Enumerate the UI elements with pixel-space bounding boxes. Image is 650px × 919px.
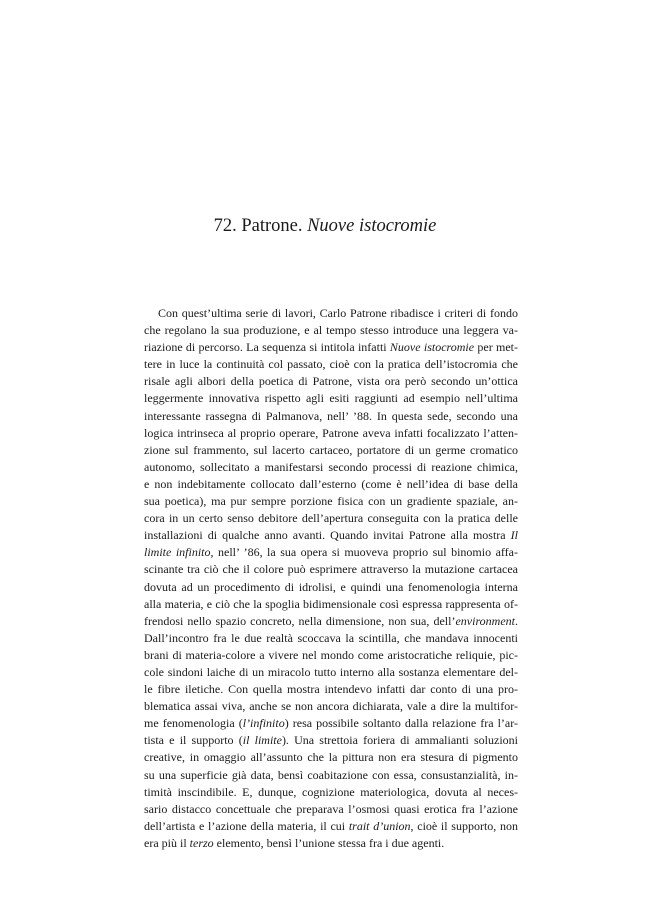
text-segment: , nell’ ’86, la sua opera si muoveva proprio sul binomio affa-	[210, 545, 519, 560]
text-line	[144, 493, 518, 510]
italic-text: environment	[455, 613, 515, 628]
text-segment: riazione di percorso. La sequenza si intitola infatti	[144, 340, 390, 355]
text-segment: sua poetica), ma pur sempre porzione fisica con un gradiente spaziale, an-	[144, 494, 518, 509]
text-line	[144, 767, 518, 784]
body-paragraph	[144, 305, 518, 852]
text-segment: installazioni di qualche anno avanti. Quando invitai Patrone alla mostra	[144, 528, 511, 543]
text-segment: su una superficie già data, bensì coabitazione con essa, consustanzialità, in-	[144, 767, 518, 782]
text-segment: , cioè il supporto, non	[410, 818, 519, 833]
text-segment: frendosi nello spazio concreto, nella dimensione, non sua, dell’	[144, 613, 456, 628]
text-line	[144, 630, 518, 647]
chapter-number: 72.	[213, 216, 237, 236]
text-segment: era più il	[144, 835, 190, 850]
text-segment: sario distacco concettuale che preparava l’osmosi quasi erotica fra l’azione	[144, 801, 518, 816]
text-segment: per met-	[474, 340, 518, 355]
text-segment: ) resa possibile soltanto dalla relazione fra l’ar-	[284, 716, 518, 731]
text-line	[144, 596, 518, 613]
text-segment: Con quest’ultima serie di lavori, Carlo Patrone ribadisce i criteri di fondo	[158, 306, 518, 320]
text-line	[144, 835, 518, 852]
text-line	[144, 681, 518, 698]
chapter-title	[0, 214, 650, 238]
text-line	[144, 801, 518, 818]
text-segment: leggermente innovativa rispetto agli esiti raggiunti ad esempio nell’ultima	[144, 391, 518, 406]
text-line	[144, 442, 518, 459]
text-segment: zione sul frammento, sul lacerto cartaceo, portatore di un germe cromatico	[144, 442, 518, 457]
text-segment: creative, in omaggio all’assunto che la pittura non era stesura di pigmento	[144, 750, 518, 765]
text-line	[144, 579, 518, 596]
italic-text: trait d’union	[348, 818, 411, 833]
text-line	[144, 373, 518, 390]
text-line	[144, 305, 518, 322]
text-segment: me fenomenologia (	[144, 716, 243, 731]
text-segment: alla materia, e ciò che la spoglia bidimensionale così espressa rappresenta of-	[144, 596, 518, 611]
text-segment: elemento, bensì l’unione stessa fra i due agenti.	[213, 835, 445, 850]
text-segment: risale agli albori della poetica di Patrone, vista ora però secondo un’ottica	[144, 374, 518, 389]
text-segment: Dall’incontro fra le due realtà scoccava la scintilla, che mandava innocenti	[144, 630, 518, 645]
text-line	[144, 561, 518, 578]
text-line	[144, 408, 518, 425]
text-segment: interessante rassegna di Palmanova, nell’ ’88. In questa sede, secondo una	[144, 408, 518, 423]
text-segment: ). Una strettoia foriera di ammalianti soluzioni	[281, 733, 518, 748]
text-line	[144, 613, 518, 630]
text-line	[144, 476, 518, 493]
text-line	[144, 459, 518, 476]
text-segment: tista e il supporto (	[144, 733, 243, 748]
text-segment: .	[515, 613, 518, 628]
text-line	[144, 664, 518, 681]
text-line	[144, 339, 518, 356]
text-segment: le fibre iletiche. Con quella mostra intendevo infatti dar conto di una pro-	[144, 682, 518, 697]
chapter-title-plain: Patrone.	[241, 216, 303, 236]
text-segment: dell’artista e l’azione della materia, il cui	[144, 818, 349, 833]
text-segment: timità inscindibile. E, dunque, cognizione materiologica, dovuta al neces-	[144, 784, 518, 799]
text-line	[144, 356, 518, 373]
text-segment: blematica assai viva, anche se non ancora dichiarata, vale a dire la multifor-	[144, 699, 518, 714]
text-line	[144, 322, 518, 339]
italic-text: terzo	[189, 835, 214, 850]
text-segment: tere in luce la continuità col passato, cioè con la pratica dell’istocromia che	[144, 357, 518, 372]
text-line	[144, 390, 518, 407]
italic-text: limite infinito	[144, 545, 211, 560]
italic-text: Il	[510, 528, 518, 543]
italic-text: l’infinito	[242, 716, 285, 731]
chapter-title-italic: Nuove istocromie	[307, 216, 437, 236]
text-line	[144, 425, 518, 442]
text-line	[144, 647, 518, 664]
text-line	[144, 510, 518, 527]
text-segment: e non indebitamente collocato dall’esterno (come è nell’idea di base della	[144, 476, 518, 491]
text-line	[144, 732, 518, 749]
text-line	[144, 544, 518, 561]
text-segment: cole sindoni laiche di un miracolo tutto interno alla sostanza elementare del-	[144, 664, 518, 679]
text-segment: brani di materia-colore a vivere nel mondo come aristocratiche reliquie, pic-	[144, 647, 518, 662]
text-segment: autonomo, sollecitato a manifestarsi secondo processi di reazione chimica,	[144, 459, 518, 474]
text-line	[144, 784, 518, 801]
text-segment: scinante tra ciò che il colore può esprimere attraverso la mutazione cartacea	[144, 562, 518, 577]
italic-text: Nuove istocromie	[389, 340, 475, 355]
text-line	[144, 818, 518, 835]
text-segment: logica intrinseca al proprio operare, Patrone aveva infatti focalizzato l’atten-	[144, 425, 518, 440]
italic-text: il limite	[242, 733, 282, 748]
text-line	[144, 749, 518, 766]
text-segment: dovuta ad un procedimento di idrolisi, e quindi una fenomenologia interna	[144, 579, 518, 594]
text-line	[144, 527, 518, 544]
text-segment: cora in un certo senso debitore dell’apertura conseguita con la pratica delle	[144, 511, 518, 526]
text-line	[144, 715, 518, 732]
text-segment: che regolano la sua produzione, e al tempo stesso introduce una leggera va-	[144, 323, 518, 338]
text-line	[144, 698, 518, 715]
